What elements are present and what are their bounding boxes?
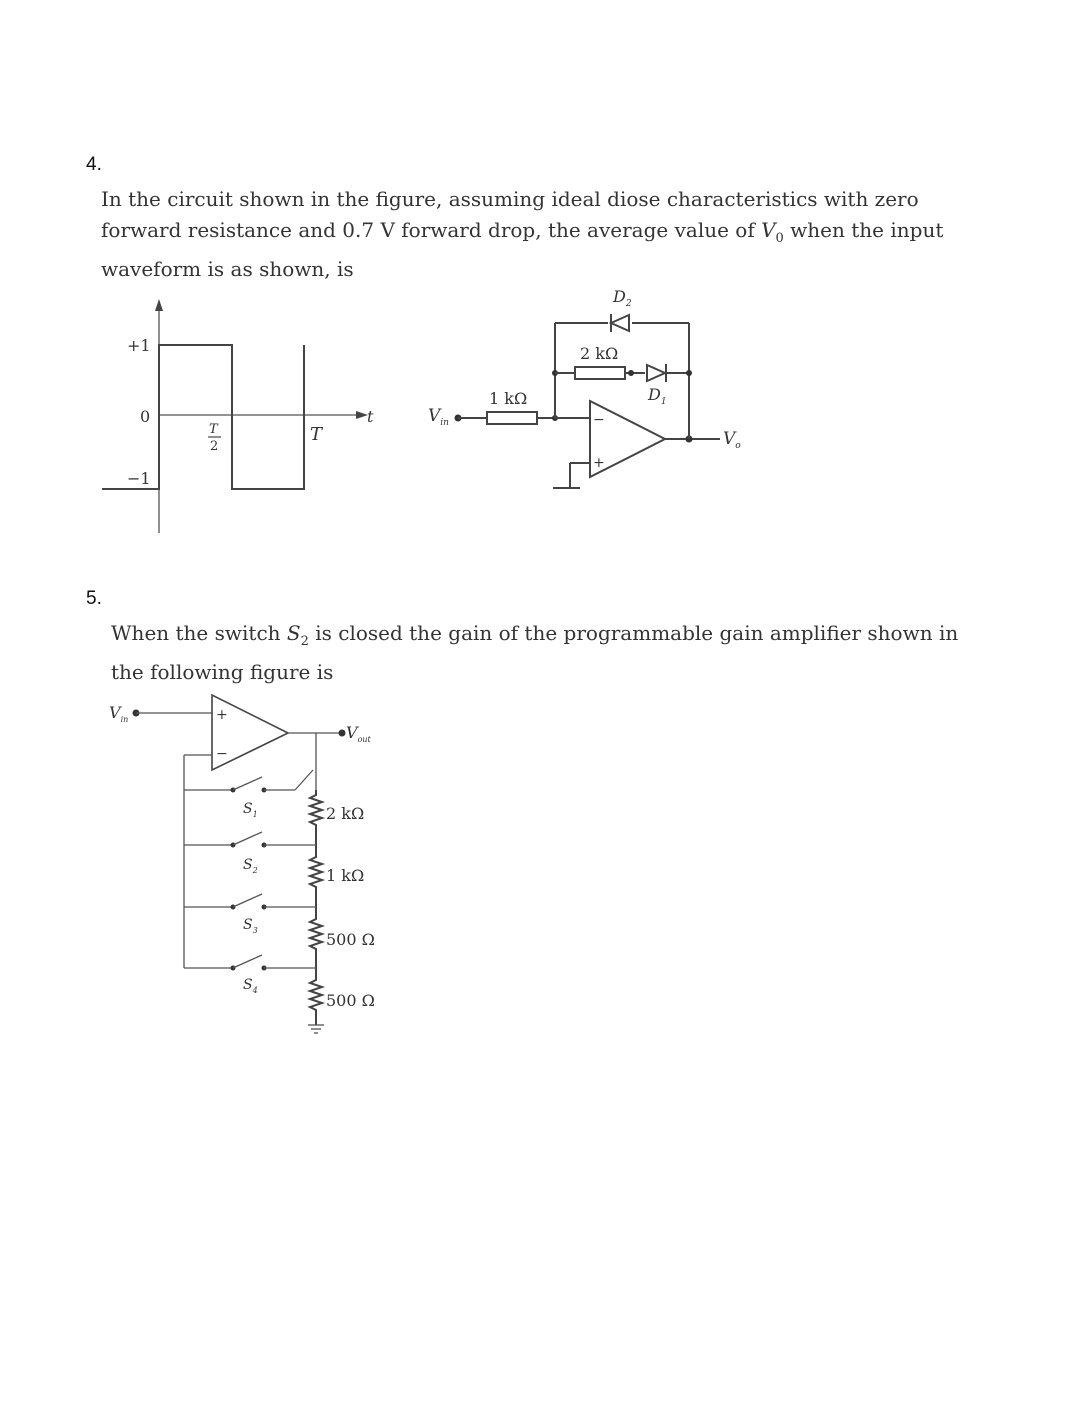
opamp-minus-label: −	[593, 412, 605, 428]
pga-output-node	[339, 730, 346, 737]
diode-d2-icon	[611, 314, 629, 332]
pga-vin-label: $V_{in}$	[109, 703, 129, 724]
t-axis-label: t	[367, 407, 374, 426]
question-4-variable-subscript: 0	[775, 231, 784, 246]
square-wave	[102, 345, 304, 489]
switch-s1-label: $S_1$	[243, 801, 258, 819]
d2-label: $D_2$	[613, 287, 632, 309]
question-5-variable: S	[286, 621, 301, 645]
switch-s2-blade	[233, 832, 262, 845]
resistor-r4-icon	[310, 968, 322, 1025]
resistor-r1-label: 2 kΩ	[326, 804, 365, 823]
pga-opamp-plus-label: +	[216, 707, 228, 723]
vin-label: $V_{in}$	[428, 406, 449, 428]
input-waveform-graph	[90, 295, 390, 535]
question-4-number: 4.	[86, 154, 102, 175]
y-label-zero: 0	[140, 407, 151, 426]
precision-rectifier-circuit	[425, 283, 765, 498]
programmable-gain-amplifier-circuit	[100, 695, 420, 1045]
feedback-resistor	[575, 367, 625, 379]
d1-label: $D_1$	[648, 385, 667, 407]
resistor-diode-node	[628, 370, 634, 376]
vout-label: $V_o$	[723, 429, 741, 451]
question-5-text-end: is closed the gain of the programmable gain amplifier shown in the following figure is	[111, 621, 959, 684]
t-full-label: T	[310, 424, 323, 445]
resistor-r3-label: 500 Ω	[326, 930, 375, 949]
switch-s3-blade	[233, 894, 262, 907]
t-half-denominator: 2	[210, 439, 219, 454]
question-5-text	[111, 618, 971, 688]
ground-icon	[308, 1025, 324, 1033]
question-4-text-start: In the circuit shown in the figure, assuming ideal diose characteristics with zero forward resistance and 0.7 V forward drop, the average value of	[101, 187, 919, 242]
input-resistor-label: 1 kΩ	[489, 389, 528, 408]
resistor-r2-icon	[310, 845, 322, 907]
input-resistor	[487, 412, 537, 424]
resistor-r4-label: 500 Ω	[326, 991, 375, 1010]
switch-s3-label: $S_3$	[243, 917, 258, 935]
switch-s1-blade	[233, 777, 262, 790]
switch-s2-label: $S_2$	[243, 857, 258, 875]
resistor-r2-label: 1 kΩ	[326, 866, 365, 885]
feedback-resistor-label: 2 kΩ	[580, 344, 619, 363]
question-5-variable-subscript: 2	[300, 634, 309, 649]
opamp-plus-label: +	[593, 455, 605, 471]
y-axis-arrow-icon	[155, 299, 163, 311]
question-5-number: 5.	[86, 588, 102, 609]
switch-s4-blade	[233, 955, 262, 968]
pga-vout-label: $V_{out}$	[346, 723, 371, 744]
question-4-variable: V	[761, 218, 776, 242]
y-label-plus-one: +1	[127, 336, 151, 355]
question-4-text-end: when the input waveform is as shown, is	[101, 218, 944, 281]
switch-s4-label: $S_4$	[243, 977, 258, 995]
resistor-r1-icon	[310, 790, 322, 845]
t-half-numerator: T	[209, 422, 218, 437]
diode-d1-icon	[647, 364, 666, 382]
feedback-node-right	[686, 370, 692, 376]
question-5-text-start: When the switch	[111, 621, 287, 645]
pga-opamp-minus-label: −	[216, 746, 228, 762]
question-4-text	[101, 184, 981, 285]
resistor-r3-icon	[310, 907, 322, 968]
y-label-minus-one: −1	[127, 469, 151, 488]
